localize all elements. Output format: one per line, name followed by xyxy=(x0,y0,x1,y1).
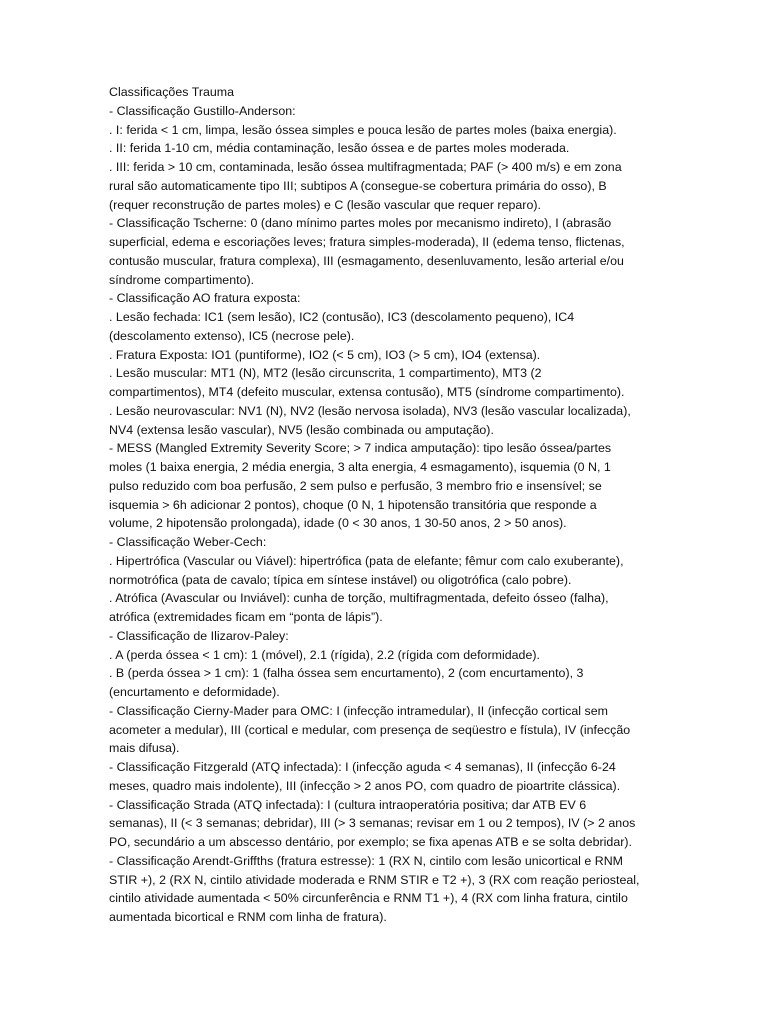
text-line: (requer reconstrução de partes moles) e C (lesão vascular que requer reparo). xyxy=(109,197,541,212)
text-line: volume, 2 hipotensão prolongada), idade (0 < 30 anos, 1 30-50 anos, 2 > 50 anos). xyxy=(109,516,567,531)
text-line: STIR +), 2 (RX N, cintilo atividade moderada e RNM STIR e T2 +), 3 (RX com reação periosteal, xyxy=(109,872,640,887)
text-line: - Classificação Weber-Cech: xyxy=(109,535,267,549)
text-line: NV4 (extensa lesão vascular), NV5 (lesão combinada ou amputação). xyxy=(109,422,494,437)
document-body xyxy=(109,83,661,927)
text-line: compartimentos), MT4 (defeito muscular, extensa contusão), MT5 (síndrome compartimento). xyxy=(109,385,625,399)
text-line: . B (perda óssea > 1 cm): 1 (falha óssea sem encurtamento), 2 (com encurtamento), 3 xyxy=(109,666,584,681)
text-line: - Classificação Arendt-Griffths (fratura estresse): 1 (RX N, cintilo com lesão unicortical e RNM xyxy=(109,853,624,868)
text-line: acometer a medular), III (cortical e medular, com presença de seqüestro e fístula), IV (infecção xyxy=(109,722,631,737)
document-title: Classificações Trauma xyxy=(109,85,235,99)
text-line: PO, secundário a um abscesso dentário, por exemplo; se fixa apenas ATB e se solta debridar). xyxy=(109,835,632,849)
text-line: . II: ferida 1-10 cm, média contaminação, lesão óssea e de partes moles moderada. xyxy=(109,141,570,156)
text-line: . I: ferida < 1 cm, limpa, lesão óssea simples e pouca lesão de partes moles (baixa energia). xyxy=(109,122,617,137)
text-line: contusão muscular, fratura complexa), III (esmagamento, desenluvamento, lesão arterial e/ou xyxy=(109,253,624,268)
text-line: - Classificação Cierny-Mader para OMC: I (infecção intramedular), II (infecção cortical sem xyxy=(109,703,608,718)
text-line: mais difusa). xyxy=(109,741,180,756)
text-line: - Classificação Gustillo-Anderson: xyxy=(109,103,296,118)
text-line: semanas), II (< 3 semanas; debridar), III (> 3 semanas; revisar em 1 ou 2 tempos), IV (> 2 anos xyxy=(109,816,636,831)
text-line: síndrome compartimento). xyxy=(109,272,255,287)
text-line: - Classificação de Ilizarov-Paley: xyxy=(109,628,289,643)
text-line: . Atrófica (Avascular ou Inviável): cunha de torção, multifragmentada, defeito ósseo (falha), xyxy=(109,591,609,606)
text-line: - Classificação Tscherne: 0 (dano mínimo partes moles por mecanismo indireto), I (abrasão xyxy=(109,216,612,231)
text-line: isquemia > 6h adicionar 2 pontos), choque (0 N, 1 hipotensão transitória que responde a xyxy=(109,497,597,512)
text-line: . III: ferida > 10 cm, contaminada, lesão óssea multifragmentada; PAF (> 400 m/s) e em zona xyxy=(109,160,622,174)
text-line: - MESS (Mangled Extremity Severity Score; > 7 indica amputação): tipo lesão óssea/partes xyxy=(109,441,612,456)
text-line: . Fratura Exposta: IO1 (puntiforme), IO2 (< 5 cm), IO3 (> 5 cm), IO4 (extensa). xyxy=(109,347,541,362)
text-line: normotrófica (pata de cavalo; típica em síntese instável) ou oligotrófica (calo pobre). xyxy=(109,572,572,587)
text-line: meses, quadro mais indolente), III (infecção > 2 anos PO, com quadro de pioartrite clássica). xyxy=(109,778,621,793)
text-line: - Classificação Fitzgerald (ATQ infectada): I (infecção aguda < 4 semanas), II (infecção 6-24 xyxy=(109,760,616,774)
text-line: pulso reduzido com boa perfusão, 2 sem pulso e perfusão, 3 membro frio e insensível; se xyxy=(109,478,602,493)
text-line: superficial, edema e escoriações leves; fratura simples-moderada), II (edema tenso, flictenas, xyxy=(109,235,625,249)
text-line: . Lesão fechada: IC1 (sem lesão), IC2 (contusão), IC3 (descolamento pequeno), IC4 xyxy=(109,310,575,324)
text-line: . Lesão muscular: MT1 (N), MT2 (lesão circunscrita, 1 compartimento), MT3 (2 xyxy=(109,366,542,381)
text-line: . Lesão neurovascular: NV1 (N), NV2 (lesão nervosa isolada), NV3 (lesão vascular localizada), xyxy=(109,403,631,418)
text-line: - Classificação AO fratura exposta: xyxy=(109,291,301,306)
text-line: aumentada bicortical e RNM com linha de fratura). xyxy=(109,910,387,924)
text-line: . Hipertrófica (Vascular ou Viável): hipertrófica (pata de elefante; fêmur com calo exuberante), xyxy=(109,553,624,568)
text-line: moles (1 baixa energia, 2 média energia, 3 alta energia, 4 esmagamento), isquemia (0 N, 1 xyxy=(109,460,611,474)
text-line: atrófica (extremidades ficam em “ponta de lápis”). xyxy=(109,610,383,624)
text-line: - Classificação Strada (ATQ infectada): I (cultura intraoperatória positiva; dar ATB EV 6 xyxy=(109,797,587,812)
text-line: (descolamento extenso), IC5 (necrose pele). xyxy=(109,328,355,343)
text-line: . A (perda óssea < 1 cm): 1 (móvel), 2.1 (rígida), 2.2 (rígida com deformidade). xyxy=(109,647,540,662)
text-line: (encurtamento e deformidade). xyxy=(109,685,280,699)
text-line: cintilo atividade aumentada < 50% circunferência e RNM T1 +), 4 (RX com linha fratura, cintilo xyxy=(109,891,628,906)
text-line: rural são automaticamente tipo III; subtipos A (consegue-se cobertura primária do osso), B xyxy=(109,178,607,193)
